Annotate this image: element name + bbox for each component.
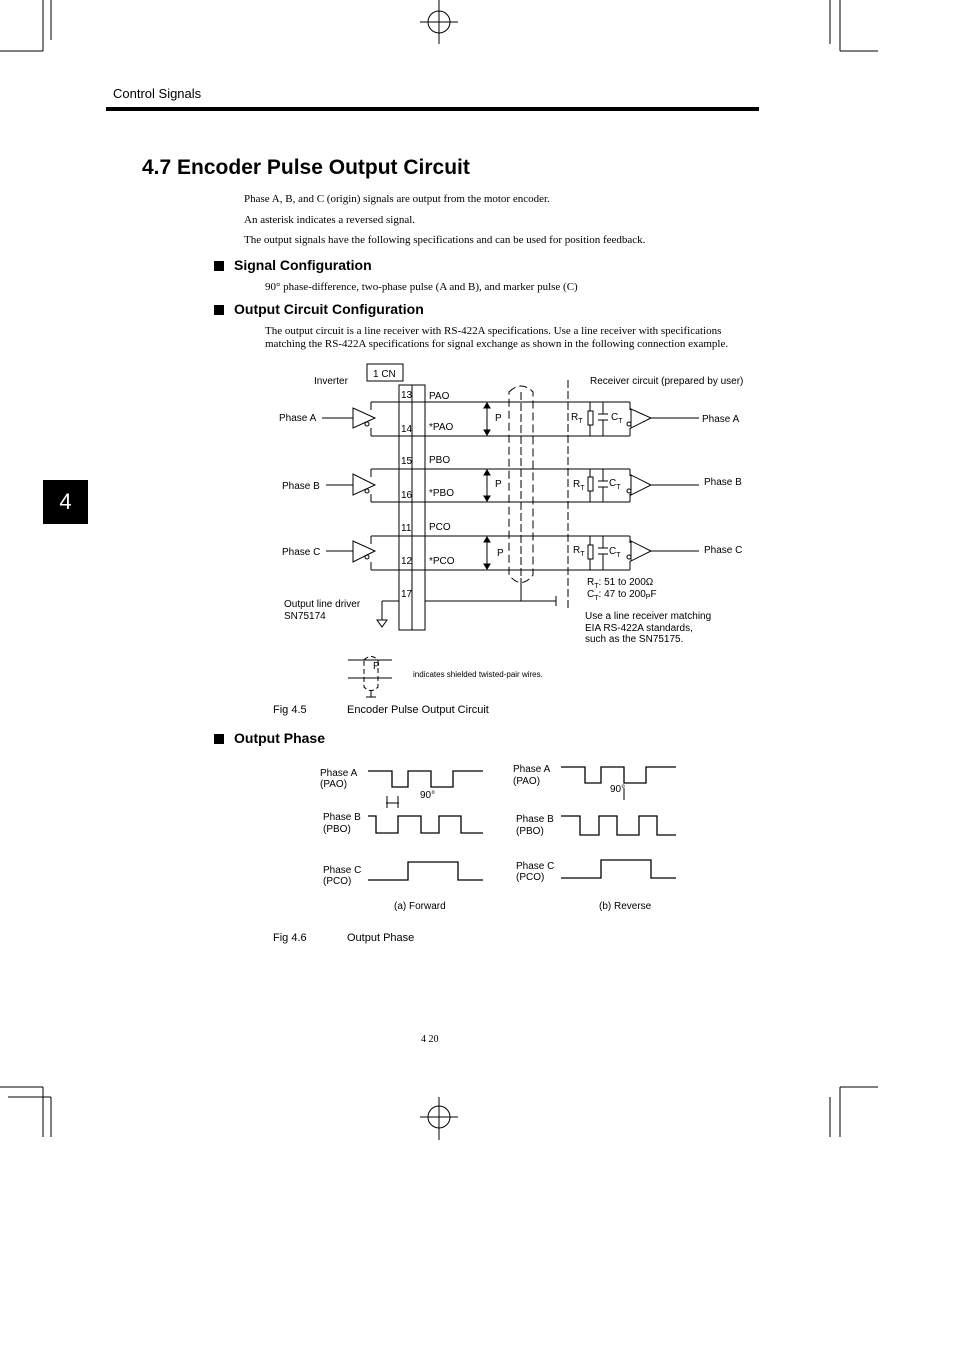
right-phase-a: Phase A: [702, 414, 740, 425]
ct-label-c: $C_T$: [609, 546, 621, 559]
rev-phase-a-sig: (PAO): [513, 776, 541, 787]
page-number: 4 20: [421, 1034, 439, 1045]
note-line-1: Use a line receiver matching: [585, 611, 712, 622]
pair-p-c: P: [497, 548, 504, 559]
rev-phase-a-label: Phase A: [513, 764, 551, 775]
rev-phase-b-label: Phase B: [516, 814, 554, 825]
ct-label-a: $C_T$: [611, 412, 623, 425]
pair-p-b: P: [495, 479, 502, 490]
signal-pbo-inv: *PBO: [429, 488, 455, 499]
pin-17: 17: [401, 589, 413, 600]
signal-pco-inv: *PCO: [429, 556, 455, 567]
note-line-3: such as the SN75175.: [585, 634, 684, 645]
intro-line-2: An asterisk indicates a reversed signal.: [244, 214, 416, 226]
fig46-caption-text: Output Phase: [347, 932, 415, 944]
rev-phase-c-sig: (PCO): [516, 872, 545, 883]
left-phase-a: Phase A: [279, 413, 317, 424]
signal-pbo: PBO: [429, 455, 451, 466]
running-header: Control Signals: [113, 86, 202, 101]
driver-line-2: SN75174: [284, 611, 326, 622]
right-phase-b: Phase B: [704, 477, 742, 488]
rt-range: $R_T$: 51 to 200Ω: [587, 577, 654, 590]
note-line-2: EIA RS-422A standards,: [585, 623, 693, 634]
output-circuit-text-2: matching the RS-422A specifications for signal exchange as shown in the following connection example.: [265, 338, 729, 350]
rev-phase-b-sig: (PBO): [516, 826, 544, 837]
driver-line-1: Output line driver: [284, 599, 361, 610]
legend-p: P: [373, 661, 380, 672]
rev-phase-c-label: Phase C: [516, 861, 555, 872]
left-phase-b: Phase B: [282, 481, 320, 492]
fwd-phase-b-sig: (PBO): [323, 824, 351, 835]
fig45-caption-number: Fig 4.5: [273, 704, 307, 716]
pin-11: 11: [401, 523, 412, 534]
legend-text: indicates shielded twisted-pair wires.: [413, 670, 543, 679]
fig46-caption-number: Fig 4.6: [273, 932, 307, 944]
output-circuit-text-1: The output circuit is a line receiver with RS-422A specifications. Use a line receiver with specifications: [265, 325, 722, 337]
fwd-phase-a-label: Phase A: [320, 768, 358, 779]
fwd-angle: 90°: [420, 790, 436, 801]
inverter-label: Inverter: [314, 376, 348, 387]
signal-pco: PCO: [429, 522, 451, 533]
pin-13: 13: [401, 390, 413, 401]
ct-label-b: $C_T$: [609, 478, 621, 491]
heading-text: Signal Configuration: [234, 257, 372, 273]
intro-line-3: The output signals have the following specifications and can be used for position feedback.: [244, 234, 646, 246]
fwd-caption: (a) Forward: [394, 901, 446, 912]
section-title: 4.7 Encoder Pulse Output Circuit: [142, 156, 470, 179]
pin-14: 14: [401, 424, 413, 435]
intro-line-1: Phase A, B, and C (origin) signals are output from the motor encoder.: [244, 193, 550, 205]
signal-pao: PAO: [429, 391, 450, 402]
rev-caption: (b) Reverse: [599, 901, 652, 912]
right-phase-c: Phase C: [704, 545, 743, 556]
left-phase-c: Phase C: [282, 547, 321, 558]
receiver-label: Receiver circuit (prepared by user): [590, 376, 744, 387]
rt-label-c: $R_T$: [573, 545, 585, 558]
fwd-phase-a-sig: (PAO): [320, 779, 348, 790]
connector-label: 1 CN: [373, 369, 396, 380]
fwd-phase-c-sig: (PCO): [323, 876, 352, 887]
heading-text: Output Circuit Configuration: [234, 301, 424, 317]
rev-angle: 90°: [610, 784, 626, 795]
signal-pao-inv: *PAO: [429, 422, 454, 433]
pin-15: 15: [401, 456, 413, 467]
heading-text: Output Phase: [234, 730, 326, 746]
pin-12: 12: [401, 556, 413, 567]
fwd-phase-c-label: Phase C: [323, 865, 362, 876]
pin-16: 16: [401, 490, 413, 501]
ct-range: $C_T$: 47 to $200_PF$: [587, 589, 657, 602]
pair-p-a: P: [495, 413, 502, 424]
rt-label-b: $R_T$: [573, 479, 585, 492]
fwd-phase-b-label: Phase B: [323, 812, 361, 823]
signal-configuration-text: 90° phase-difference, two-phase pulse (A and B), and marker pulse (C): [265, 281, 578, 293]
rt-label-a: $R_T$: [571, 412, 583, 425]
chapter-tab: 4: [43, 480, 88, 524]
fig45-caption-text: Encoder Pulse Output Circuit: [347, 704, 489, 716]
